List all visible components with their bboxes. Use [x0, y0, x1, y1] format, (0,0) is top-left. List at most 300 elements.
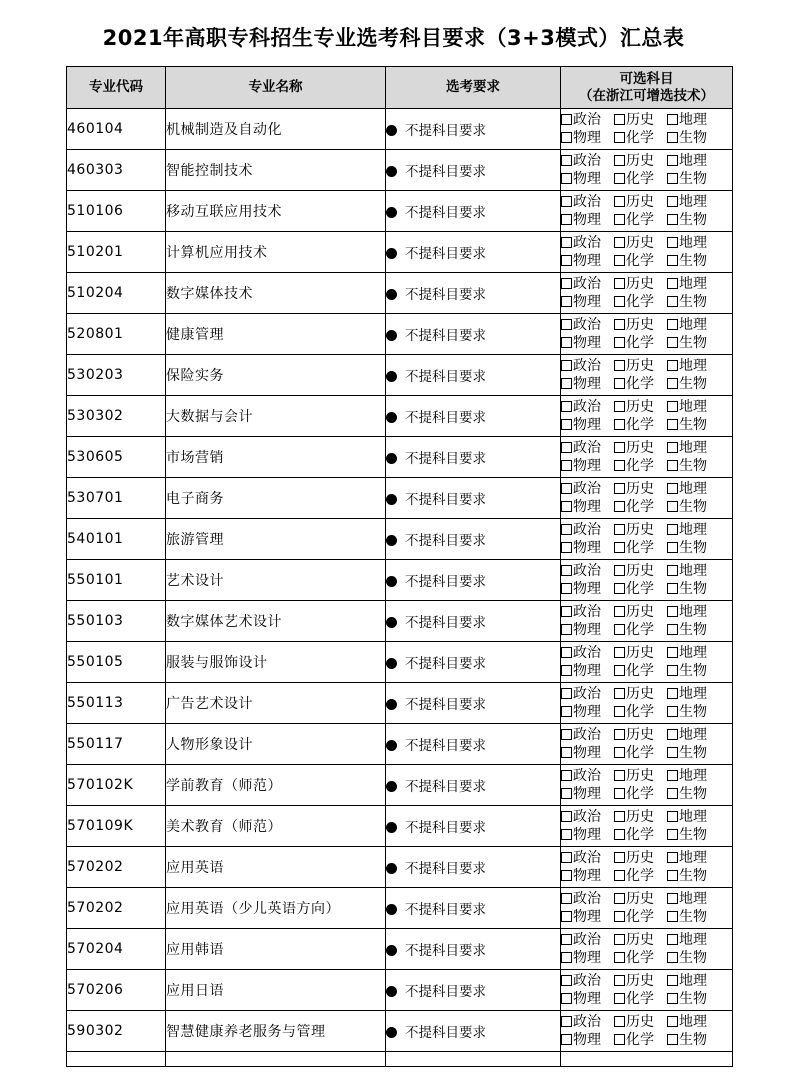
checkbox-square-icon: [667, 360, 678, 371]
subject-option-line: [561, 521, 732, 539]
subject-option-line: [561, 1031, 732, 1049]
subject-option-line: [561, 480, 732, 498]
bullet-dot-icon: [386, 453, 397, 464]
requirement-text: 不提科目要求: [405, 328, 486, 344]
optional-subjects-cell: [561, 396, 733, 437]
checkbox-square-icon: [614, 319, 625, 330]
checkbox-square-icon: [561, 114, 572, 125]
major-name: 保险实务: [166, 355, 386, 396]
optional-subjects-cell: [561, 273, 733, 314]
subject-option: [667, 316, 720, 334]
checkbox-square-icon: [561, 278, 572, 289]
subject-label: 政治: [573, 973, 601, 989]
major-code: 520801: [67, 314, 166, 355]
subject-option: [667, 334, 720, 352]
checkbox-square-icon: [561, 155, 572, 166]
subject-label: 地理: [679, 891, 707, 907]
checkbox-square-icon: [561, 1034, 572, 1045]
subject-option-line: [561, 398, 732, 416]
checkbox-square-icon: [667, 483, 678, 494]
subject-option-line: [561, 785, 732, 803]
subject-option: [667, 111, 720, 129]
optional-subjects-cell: [561, 150, 733, 191]
checkbox-square-icon: [614, 155, 625, 166]
table-row: [67, 232, 733, 273]
subject-label: 生物: [679, 458, 707, 474]
subject-label: 政治: [573, 399, 601, 415]
checkbox-square-icon: [667, 993, 678, 1004]
checkbox-square-icon: [614, 401, 625, 412]
subject-option: [614, 1031, 667, 1049]
subject-option: [667, 662, 720, 680]
subject-option-line: [561, 152, 732, 170]
subject-label: 化学: [626, 868, 654, 884]
subject-option: [667, 785, 720, 803]
checkbox-square-icon: [614, 647, 625, 658]
subject-option: [614, 375, 667, 393]
major-name: 广告艺术设计: [166, 683, 386, 724]
subject-option: [667, 1031, 720, 1049]
subject-option-line: [561, 908, 732, 926]
checkbox-square-icon: [614, 214, 625, 225]
major-name: 计算机应用技术: [166, 232, 386, 273]
subject-option: [561, 357, 614, 375]
subject-option: [561, 703, 614, 721]
optional-subjects-cell: [561, 642, 733, 683]
requirement-cell: [386, 847, 561, 888]
major-name: 大数据与会计: [166, 396, 386, 437]
requirement-cell: [386, 150, 561, 191]
subject-label: 化学: [626, 786, 654, 802]
checkbox-square-icon: [561, 419, 572, 430]
subject-label: 政治: [573, 645, 601, 661]
subject-label: 物理: [573, 622, 601, 638]
subject-label: 地理: [679, 1014, 707, 1030]
requirement-cell: [386, 109, 561, 150]
subject-label: 政治: [573, 522, 601, 538]
subject-label: 物理: [573, 868, 601, 884]
checkbox-square-icon: [667, 747, 678, 758]
subject-option: [667, 808, 720, 826]
table-row: [67, 642, 733, 683]
subject-label: 生物: [679, 171, 707, 187]
checkbox-square-icon: [614, 624, 625, 635]
checkbox-square-icon: [561, 706, 572, 717]
subject-option: [561, 744, 614, 762]
subject-label: 历史: [626, 440, 654, 456]
subject-option: [667, 908, 720, 926]
subject-label: 地理: [679, 153, 707, 169]
subject-option: [614, 744, 667, 762]
subject-label: 政治: [573, 194, 601, 210]
bullet-dot-icon: [386, 494, 397, 505]
subject-label: 历史: [626, 276, 654, 292]
header-optional-subjects: [561, 67, 733, 109]
subject-label: 物理: [573, 335, 601, 351]
checkbox-square-icon: [561, 337, 572, 348]
subject-option-line: [561, 644, 732, 662]
subject-option: [667, 562, 720, 580]
checkbox-square-icon: [614, 583, 625, 594]
major-code: 570206: [67, 970, 166, 1011]
subject-label: 化学: [626, 622, 654, 638]
subject-label: 物理: [573, 130, 601, 146]
checkbox-square-icon: [667, 770, 678, 781]
subject-option-line: [561, 375, 732, 393]
subject-option: [667, 234, 720, 252]
subject-option: [614, 398, 667, 416]
bullet-dot-icon: [386, 658, 397, 669]
checkbox-square-icon: [561, 624, 572, 635]
subject-label: 化学: [626, 294, 654, 310]
subject-option: [667, 580, 720, 598]
subject-option: [561, 931, 614, 949]
subject-label: 历史: [626, 563, 654, 579]
table-row: [67, 273, 733, 314]
checkbox-square-icon: [667, 829, 678, 840]
subject-option-line: [561, 252, 732, 270]
checkbox-square-icon: [667, 870, 678, 881]
subject-option: [614, 1013, 667, 1031]
checkbox-square-icon: [614, 606, 625, 617]
subject-option: [614, 908, 667, 926]
subject-option-line: [561, 744, 732, 762]
table-row: [67, 1011, 733, 1052]
requirement-cell: [386, 314, 561, 355]
checkbox-square-icon: [667, 1034, 678, 1045]
bullet-dot-icon: [386, 576, 397, 587]
requirement-text: 不提科目要求: [405, 902, 486, 918]
subject-label: 政治: [573, 809, 601, 825]
checkbox-square-icon: [561, 647, 572, 658]
subject-option: [667, 129, 720, 147]
bullet-dot-icon: [386, 986, 397, 997]
subject-label: 化学: [626, 212, 654, 228]
subject-option-line: [561, 1013, 732, 1031]
subject-label: 生物: [679, 909, 707, 925]
checkbox-square-icon: [561, 460, 572, 471]
subject-label: 生物: [679, 499, 707, 515]
checkbox-square-icon: [667, 934, 678, 945]
subject-option: [561, 826, 614, 844]
optional-subjects-cell: [561, 806, 733, 847]
subject-option: [614, 972, 667, 990]
subject-label: 物理: [573, 212, 601, 228]
subject-option: [614, 767, 667, 785]
subject-label: 化学: [626, 417, 654, 433]
subject-option-line: [561, 603, 732, 621]
subject-option: [667, 457, 720, 475]
subject-option-line: [561, 949, 732, 967]
requirement-cell: [386, 601, 561, 642]
subject-option: [561, 662, 614, 680]
checkbox-square-icon: [667, 811, 678, 822]
major-name: 市场营销: [166, 437, 386, 478]
subject-label: 地理: [679, 358, 707, 374]
subject-option: [667, 621, 720, 639]
requirement-cell: [386, 355, 561, 396]
checkbox-square-icon: [667, 706, 678, 717]
subject-label: 生物: [679, 417, 707, 433]
subject-label: 政治: [573, 686, 601, 702]
bullet-dot-icon: [386, 1027, 397, 1038]
requirement-cell: [386, 519, 561, 560]
subject-option-line: [561, 890, 732, 908]
subject-label: 地理: [679, 317, 707, 333]
major-name: 旅游管理: [166, 519, 386, 560]
subject-label: 生物: [679, 294, 707, 310]
checkbox-square-icon: [614, 975, 625, 986]
checkbox-square-icon: [561, 975, 572, 986]
requirement-cell: [386, 437, 561, 478]
optional-subjects-cell: [561, 847, 733, 888]
subject-label: 历史: [626, 645, 654, 661]
major-name: 艺术设计: [166, 560, 386, 601]
subject-option: [667, 275, 720, 293]
subject-label: 物理: [573, 581, 601, 597]
requirement-cell: [386, 970, 561, 1011]
subject-option-line: [561, 357, 732, 375]
checkbox-square-icon: [667, 255, 678, 266]
subject-option: [561, 293, 614, 311]
subject-label: 政治: [573, 850, 601, 866]
checkbox-square-icon: [614, 911, 625, 922]
major-code: 570204: [67, 929, 166, 970]
subject-option: [667, 170, 720, 188]
major-name: 移动互联应用技术: [166, 191, 386, 232]
subject-label: 物理: [573, 827, 601, 843]
subject-label: 政治: [573, 481, 601, 497]
subject-label: 历史: [626, 973, 654, 989]
requirement-cell: [386, 765, 561, 806]
checkbox-square-icon: [561, 770, 572, 781]
requirement-text: 不提科目要求: [405, 943, 486, 959]
subject-label: 生物: [679, 1032, 707, 1048]
subject-label: 历史: [626, 112, 654, 128]
subject-label: 地理: [679, 440, 707, 456]
requirement-text: 不提科目要求: [405, 779, 486, 795]
subject-option: [614, 416, 667, 434]
major-code: 530701: [67, 478, 166, 519]
checkbox-square-icon: [561, 870, 572, 881]
subject-option: [614, 357, 667, 375]
subject-option-line: [561, 129, 732, 147]
checkbox-square-icon: [667, 647, 678, 658]
optional-subjects-cell: [561, 1011, 733, 1052]
major-code: 570109K: [67, 806, 166, 847]
major-code: 550105: [67, 642, 166, 683]
major-name: 应用韩语: [166, 929, 386, 970]
table-row: [67, 847, 733, 888]
subject-option: [614, 726, 667, 744]
checkbox-square-icon: [561, 319, 572, 330]
major-name: 美术教育（师范）: [166, 806, 386, 847]
subject-option: [614, 685, 667, 703]
checkbox-square-icon: [561, 665, 572, 676]
subject-label: 物理: [573, 909, 601, 925]
subject-option-line: [561, 621, 732, 639]
requirement-cell: [386, 396, 561, 437]
subject-option: [667, 498, 720, 516]
subject-option-line: [561, 580, 732, 598]
subject-label: 生物: [679, 253, 707, 269]
subject-option: [614, 521, 667, 539]
subject-option: [561, 890, 614, 908]
subject-option: [614, 275, 667, 293]
requirement-cell: [386, 478, 561, 519]
checkbox-square-icon: [561, 401, 572, 412]
subject-label: 历史: [626, 809, 654, 825]
checkbox-square-icon: [667, 419, 678, 430]
requirement-text: 不提科目要求: [405, 246, 486, 262]
subject-label: 生物: [679, 130, 707, 146]
subject-label: 历史: [626, 768, 654, 784]
optional-subjects-cell: [561, 314, 733, 355]
requirement-text: 不提科目要求: [405, 656, 486, 672]
requirement-text: 不提科目要求: [405, 287, 486, 303]
checkbox-square-icon: [561, 1016, 572, 1027]
subject-label: 历史: [626, 604, 654, 620]
subject-option-line: [561, 562, 732, 580]
requirement-text: 不提科目要求: [405, 164, 486, 180]
subject-label: 生物: [679, 868, 707, 884]
subject-label: 地理: [679, 604, 707, 620]
subject-option: [667, 211, 720, 229]
empty-cell: [561, 1052, 733, 1067]
subject-option: [561, 1013, 614, 1031]
subject-option: [667, 603, 720, 621]
checkbox-square-icon: [614, 934, 625, 945]
subject-label: 化学: [626, 171, 654, 187]
requirement-cell: [386, 683, 561, 724]
checkbox-square-icon: [667, 565, 678, 576]
subject-label: 地理: [679, 932, 707, 948]
checkbox-square-icon: [667, 542, 678, 553]
optional-subjects-cell: [561, 683, 733, 724]
requirement-text: 不提科目要求: [405, 820, 486, 836]
subject-label: 物理: [573, 376, 601, 392]
checkbox-square-icon: [667, 665, 678, 676]
checkbox-square-icon: [614, 337, 625, 348]
subject-label: 地理: [679, 809, 707, 825]
requirement-text: 不提科目要求: [405, 533, 486, 549]
subject-option: [561, 234, 614, 252]
checkbox-square-icon: [667, 132, 678, 143]
subject-option: [667, 521, 720, 539]
subject-label: 历史: [626, 727, 654, 743]
subject-option: [561, 316, 614, 334]
checkbox-square-icon: [667, 155, 678, 166]
checkbox-square-icon: [667, 852, 678, 863]
checkbox-square-icon: [614, 665, 625, 676]
major-code: 530605: [67, 437, 166, 478]
subject-option: [561, 375, 614, 393]
subject-requirements-table: [66, 66, 733, 1067]
checkbox-square-icon: [561, 811, 572, 822]
subject-option: [667, 480, 720, 498]
subject-label: 历史: [626, 522, 654, 538]
bullet-dot-icon: [386, 535, 397, 546]
subject-option: [667, 931, 720, 949]
subject-option: [561, 949, 614, 967]
subject-label: 生物: [679, 622, 707, 638]
header-optional-line1: 可选科目: [619, 70, 674, 87]
checkbox-square-icon: [667, 975, 678, 986]
bullet-dot-icon: [386, 822, 397, 833]
subject-label: 历史: [626, 235, 654, 251]
subject-label: 历史: [626, 891, 654, 907]
major-code: 460303: [67, 150, 166, 191]
subject-label: 物理: [573, 294, 601, 310]
checkbox-square-icon: [561, 852, 572, 863]
subject-label: 地理: [679, 522, 707, 538]
requirement-cell: [386, 929, 561, 970]
requirement-text: 不提科目要求: [405, 697, 486, 713]
subject-option: [614, 316, 667, 334]
subject-option: [561, 252, 614, 270]
major-name: 应用日语: [166, 970, 386, 1011]
subject-label: 化学: [626, 458, 654, 474]
subject-option: [561, 972, 614, 990]
subject-option: [561, 129, 614, 147]
subject-label: 生物: [679, 663, 707, 679]
major-name: 学前教育（师范）: [166, 765, 386, 806]
subject-label: 生物: [679, 786, 707, 802]
subject-label: 历史: [626, 1014, 654, 1030]
subject-label: 化学: [626, 950, 654, 966]
table-row: [67, 683, 733, 724]
subject-label: 地理: [679, 235, 707, 251]
checkbox-square-icon: [614, 870, 625, 881]
subject-option: [561, 152, 614, 170]
checkbox-square-icon: [561, 378, 572, 389]
table-row: [67, 478, 733, 519]
major-code: 590302: [67, 1011, 166, 1052]
bullet-dot-icon: [386, 289, 397, 300]
major-code: 570202: [67, 847, 166, 888]
checkbox-square-icon: [561, 196, 572, 207]
requirement-text: 不提科目要求: [405, 861, 486, 877]
requirement-text: 不提科目要求: [405, 615, 486, 631]
subject-label: 历史: [626, 153, 654, 169]
checkbox-square-icon: [667, 319, 678, 330]
subject-option: [561, 603, 614, 621]
subject-label: 地理: [679, 768, 707, 784]
subject-label: 物理: [573, 704, 601, 720]
requirement-cell: [386, 191, 561, 232]
checkbox-square-icon: [667, 460, 678, 471]
subject-option: [561, 562, 614, 580]
subject-option: [667, 193, 720, 211]
checkbox-square-icon: [667, 237, 678, 248]
bullet-dot-icon: [386, 781, 397, 792]
subject-option-line: [561, 498, 732, 516]
checkbox-square-icon: [614, 1016, 625, 1027]
major-name: 应用英语（少儿英语方向）: [166, 888, 386, 929]
subject-label: 生物: [679, 950, 707, 966]
subject-label: 政治: [573, 932, 601, 948]
subject-label: 化学: [626, 991, 654, 1007]
major-code: 550113: [67, 683, 166, 724]
subject-option: [614, 234, 667, 252]
major-code: 510106: [67, 191, 166, 232]
table-row: [67, 150, 733, 191]
subject-option: [667, 293, 720, 311]
subject-option-line: [561, 416, 732, 434]
subject-option: [561, 726, 614, 744]
major-code: 570102K: [67, 765, 166, 806]
subject-option: [614, 334, 667, 352]
